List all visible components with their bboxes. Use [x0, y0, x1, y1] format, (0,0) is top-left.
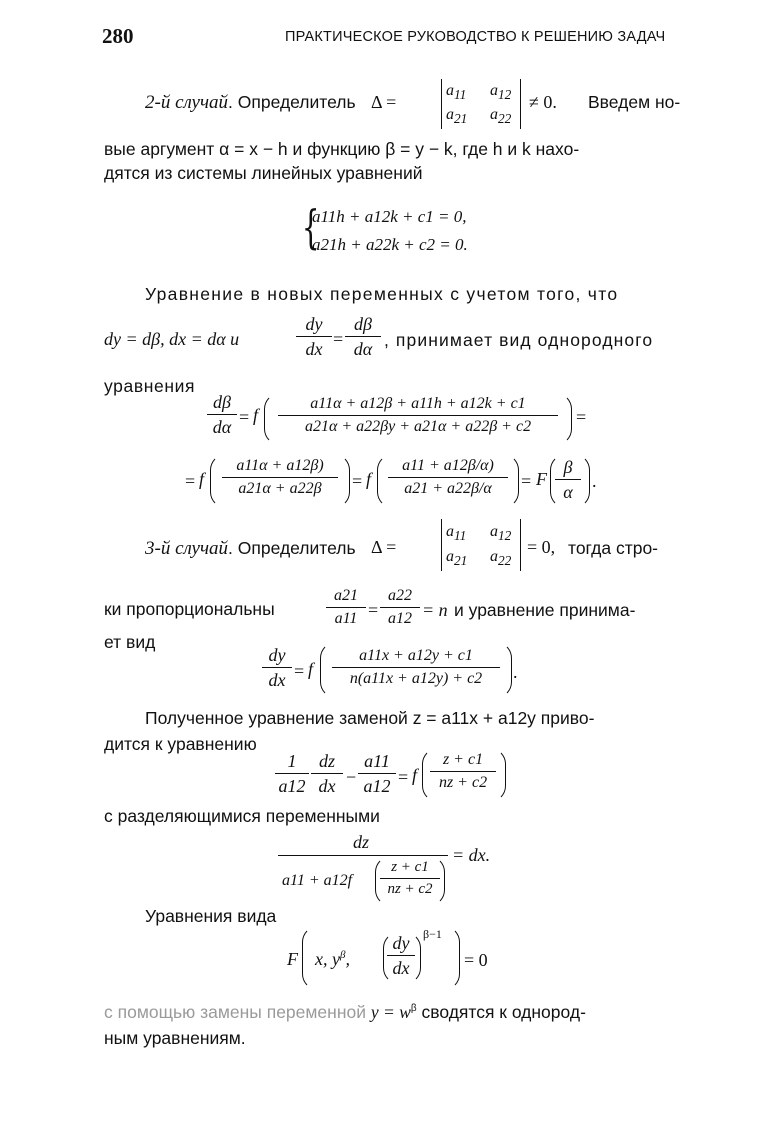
- last-line1: с помощью замены переменной $y = w^\beta$ сводятся к однород-: [104, 1002, 586, 1022]
- last-exponent: β−1: [423, 927, 442, 941]
- eq2-period: .: [592, 471, 597, 491]
- det3-a11: $a_{11}$: [446, 523, 467, 544]
- last-dy-dx: $\frac{dy}{dx}$: [387, 934, 415, 977]
- red-f2: $\frac{dz}{dx}$: [311, 752, 343, 795]
- ratio-eq: =: [368, 600, 379, 620]
- eq2-f1: f: [199, 469, 205, 489]
- red-f1: $\frac{1}{a12}$: [275, 752, 309, 795]
- para-line2-right: , принимает вид однородного: [384, 330, 654, 350]
- red-f3: $\frac{a11}{a12}$: [358, 752, 396, 795]
- det3-a21: $a_{21}$: [446, 548, 468, 569]
- case2-intro: . Определитель: [228, 92, 356, 112]
- ratio-a22-a12: $\frac{a22}{a12}$: [380, 588, 420, 627]
- case2-line2: вые аргумент α = x − h и функцию β = y − k, где h и k нахо-: [104, 139, 580, 159]
- case2-line3: дятся из системы линейных уравнений: [104, 163, 423, 183]
- para-line3: уравнения: [104, 376, 196, 396]
- para-line1: Уравнение в новых переменных с учетом того, что: [145, 284, 619, 304]
- page-number: 280: [102, 24, 134, 48]
- sep-numerator: dz: [353, 832, 370, 852]
- eq2-F: F: [536, 469, 547, 489]
- eq2-equals2: =: [521, 471, 532, 491]
- case2-delta: Δ =: [371, 92, 397, 112]
- eq2-fraction1: $\frac{a11\alpha + a12\beta)}{a21\alpha + a22\beta}$: [222, 458, 338, 497]
- frac-dbeta-dalpha: $\frac{d\beta}{d\alpha}$: [345, 315, 381, 358]
- det3-a22: $a_{22}$: [490, 548, 512, 569]
- ratio-a21-a11: $\frac{a21}{a11}$: [326, 588, 366, 627]
- case3-period: .: [513, 662, 518, 682]
- case2-determinant: [441, 79, 521, 129]
- frac-eq: =: [333, 329, 344, 349]
- eq1-f: f: [253, 405, 259, 425]
- case2-neq-zero: ≠ 0.: [529, 92, 557, 112]
- det-a22: $a_{22}$: [490, 106, 512, 127]
- case2-tail: Введем но-: [588, 92, 681, 112]
- det-a12: $a_{12}$: [490, 82, 512, 103]
- sep-inner-fraction: $\frac{z + c1}{nz + c2}$: [380, 860, 440, 897]
- sep-rhs: = dx.: [452, 845, 491, 865]
- reduction-line3: с разделяющимися переменными: [104, 806, 380, 826]
- case3-intro: . Определитель: [228, 538, 356, 558]
- case3-line2-right: и уравнение принима-: [454, 600, 636, 620]
- system-eq2: a21h + a22k + c2 = 0.: [312, 235, 468, 254]
- eq2-equals1: =: [352, 471, 363, 491]
- reduction-line2: дится к уравнению: [104, 734, 257, 754]
- eq2-fraction2: $\frac{a11 + a12\beta/\alpha)}{a21 + a22\beta/\alpha}$: [388, 458, 508, 497]
- red-minus: −: [346, 767, 357, 787]
- eq2-f2: f: [366, 469, 372, 489]
- red-f4: $\frac{z + c1}{nz + c2}$: [430, 752, 496, 791]
- eq1-trailing-equals: =: [576, 407, 587, 427]
- case3-dy-dx: $\frac{dy}{dx}$: [262, 646, 292, 689]
- case2-intro-line: [145, 93, 356, 112]
- last-rhs: = 0: [464, 950, 488, 970]
- para-line2-left: dy = dβ, dx = dα и: [104, 329, 240, 349]
- case3-fraction: $\frac{a11x + a12y + c1}{n(a11x + a12y) + c2}$: [332, 648, 500, 687]
- case3-eq-zero: = 0,: [527, 537, 556, 557]
- reduction-line4: Уравнения вида: [145, 906, 277, 926]
- case3-line2-left: ки пропорциональны: [104, 599, 275, 619]
- last-x-y: x, $y^\beta$,: [315, 949, 350, 969]
- case3-determinant: [441, 519, 521, 571]
- eq2-beta-over-alpha: $\frac{\beta}{\alpha}$: [555, 458, 581, 501]
- reduction-line1: Полученное уравнение заменой z = a11x + a12y приво-: [145, 708, 595, 728]
- red-equals: =: [398, 767, 409, 787]
- running-title: ПРАКТИЧЕСКОЕ РУКОВОДСТВО К РЕШЕНИЮ ЗАДАЧ: [285, 29, 666, 45]
- frac-dy-dx: $\frac{dy}{dx}$: [296, 315, 332, 358]
- case3-tail: тогда стро-: [568, 538, 659, 558]
- last-line1-faded: с помощью замены переменной: [104, 1002, 366, 1022]
- red-f: f: [412, 765, 418, 785]
- case3-f: f: [308, 659, 314, 679]
- ratio-n: = n: [422, 600, 448, 620]
- det-a21: $a_{21}$: [446, 106, 468, 127]
- case3-line3: ет вид: [104, 632, 156, 652]
- case3-label: 3-й случай: [145, 538, 229, 559]
- eq1-fraction: $\frac{a11\alpha + a12\beta + a11h + a12k + c1}{a21\alpha + a22\beta y + a21\alpha + a22\beta + c2}$: [278, 396, 558, 435]
- last-line1-sub: y = w: [370, 1002, 411, 1022]
- det-a11: $a_{11}$: [446, 82, 467, 103]
- eq2-leading-equals: =: [185, 471, 196, 491]
- case3-equals: =: [294, 661, 305, 681]
- system-eq1: a11h + a12k + c1 = 0,: [312, 207, 467, 226]
- eq1-equals: =: [239, 407, 250, 427]
- eq1-lhs: $\frac{d\beta}{d\alpha}$: [207, 393, 237, 436]
- system-brace: {: [301, 200, 320, 254]
- last-line1-end: сводятся к однород-: [421, 1002, 586, 1022]
- sep-denominator-left: a11 + a12f: [282, 872, 353, 889]
- last-line2: ным уравнениям.: [104, 1028, 246, 1048]
- case2-label: 2-й случай: [145, 92, 229, 113]
- last-F: F: [287, 949, 298, 969]
- det3-a12: $a_{12}$: [490, 523, 512, 544]
- case3-intro-line: [145, 539, 356, 558]
- case3-delta: Δ =: [371, 537, 397, 557]
